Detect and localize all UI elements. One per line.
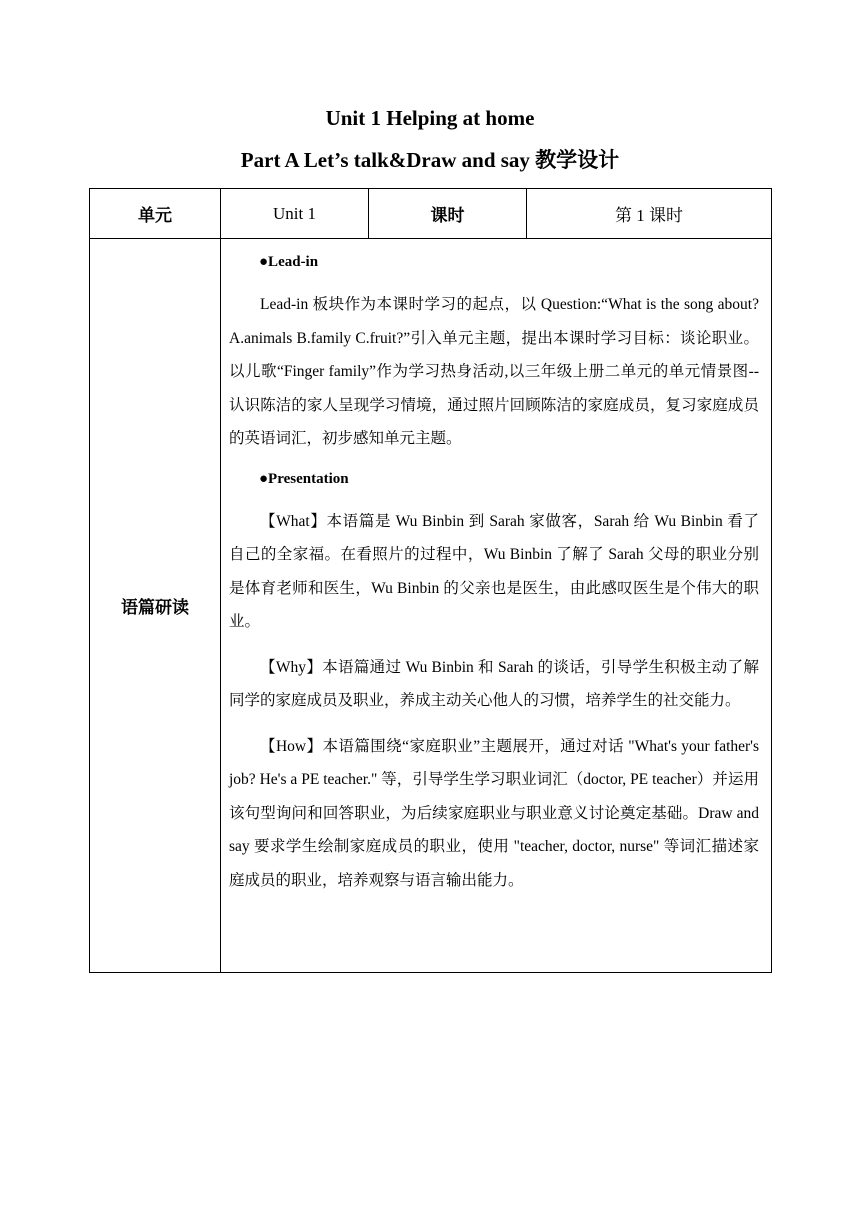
lesson-label: 课时 <box>369 189 527 239</box>
row-label: 语篇研读 <box>90 239 221 973</box>
lesson-value: 第 1 课时 <box>527 189 772 239</box>
presentation-heading: ●Presentation <box>259 470 349 487</box>
unit-value: Unit 1 <box>221 189 369 239</box>
document-title: Unit 1 Helping at home <box>325 106 535 130</box>
leadin-heading: ●Lead-in <box>259 254 319 270</box>
document-subtitle: Part A Let’s talk&Draw and say 教学设计 <box>240 148 620 172</box>
leadin-paragraph: Lead-in 板块作为本课时学习的起点，以 Question:“What is the song about? A.animals B.family C.fruit?”引入单元主题，提出本课时学习目标：谈论职业。以儿歌“Finger family”作为学习热身活动,以三年级上册二单元的单元情景图--认识陈洁的家人呈现学习情境，通过照片回顾陈洁的家庭成员，复习家庭成员的英语词汇，初步感知单元主题。 <box>229 296 759 447</box>
how-paragraph: 【How】本语篇围绕“家庭职业”主题展开，通过对话 "What's your father's job? He's a PE teacher." 等，引导学生学习职业词汇（doctor, PE teacher）并运用该句型询问和回答职业，为后续家庭职业与职业意义讨论奠定基础。Draw and say 要求学生绘制家庭成员的职业，使用 "teacher, doctor, nurse" 等词汇描述家庭成员的职业，培养观察与语言输出能力。 <box>229 737 759 889</box>
content-cell <box>221 239 772 973</box>
unit-label: 单元 <box>90 189 221 239</box>
lesson-plan-table <box>89 188 772 973</box>
why-paragraph: 【Why】本语篇通过 Wu Binbin 和 Sarah 的谈话，引导学生积极主动了解同学的家庭成员及职业，养成主动关心他人的习惯，培养学生的社交能力。 <box>229 658 759 709</box>
what-paragraph: 【What】本语篇是 Wu Binbin 到 Sarah 家做客，Sarah 给 Wu Binbin 看了自己的全家福。在看照片的过程中，Wu Binbin 了解了 Sarah 父母的职业分别是体育老师和医生，Wu Binbin 的父亲也是医生，由此感叹医生是个伟大的职业。 <box>229 512 759 630</box>
header-row <box>90 189 772 239</box>
content-row <box>90 239 772 973</box>
